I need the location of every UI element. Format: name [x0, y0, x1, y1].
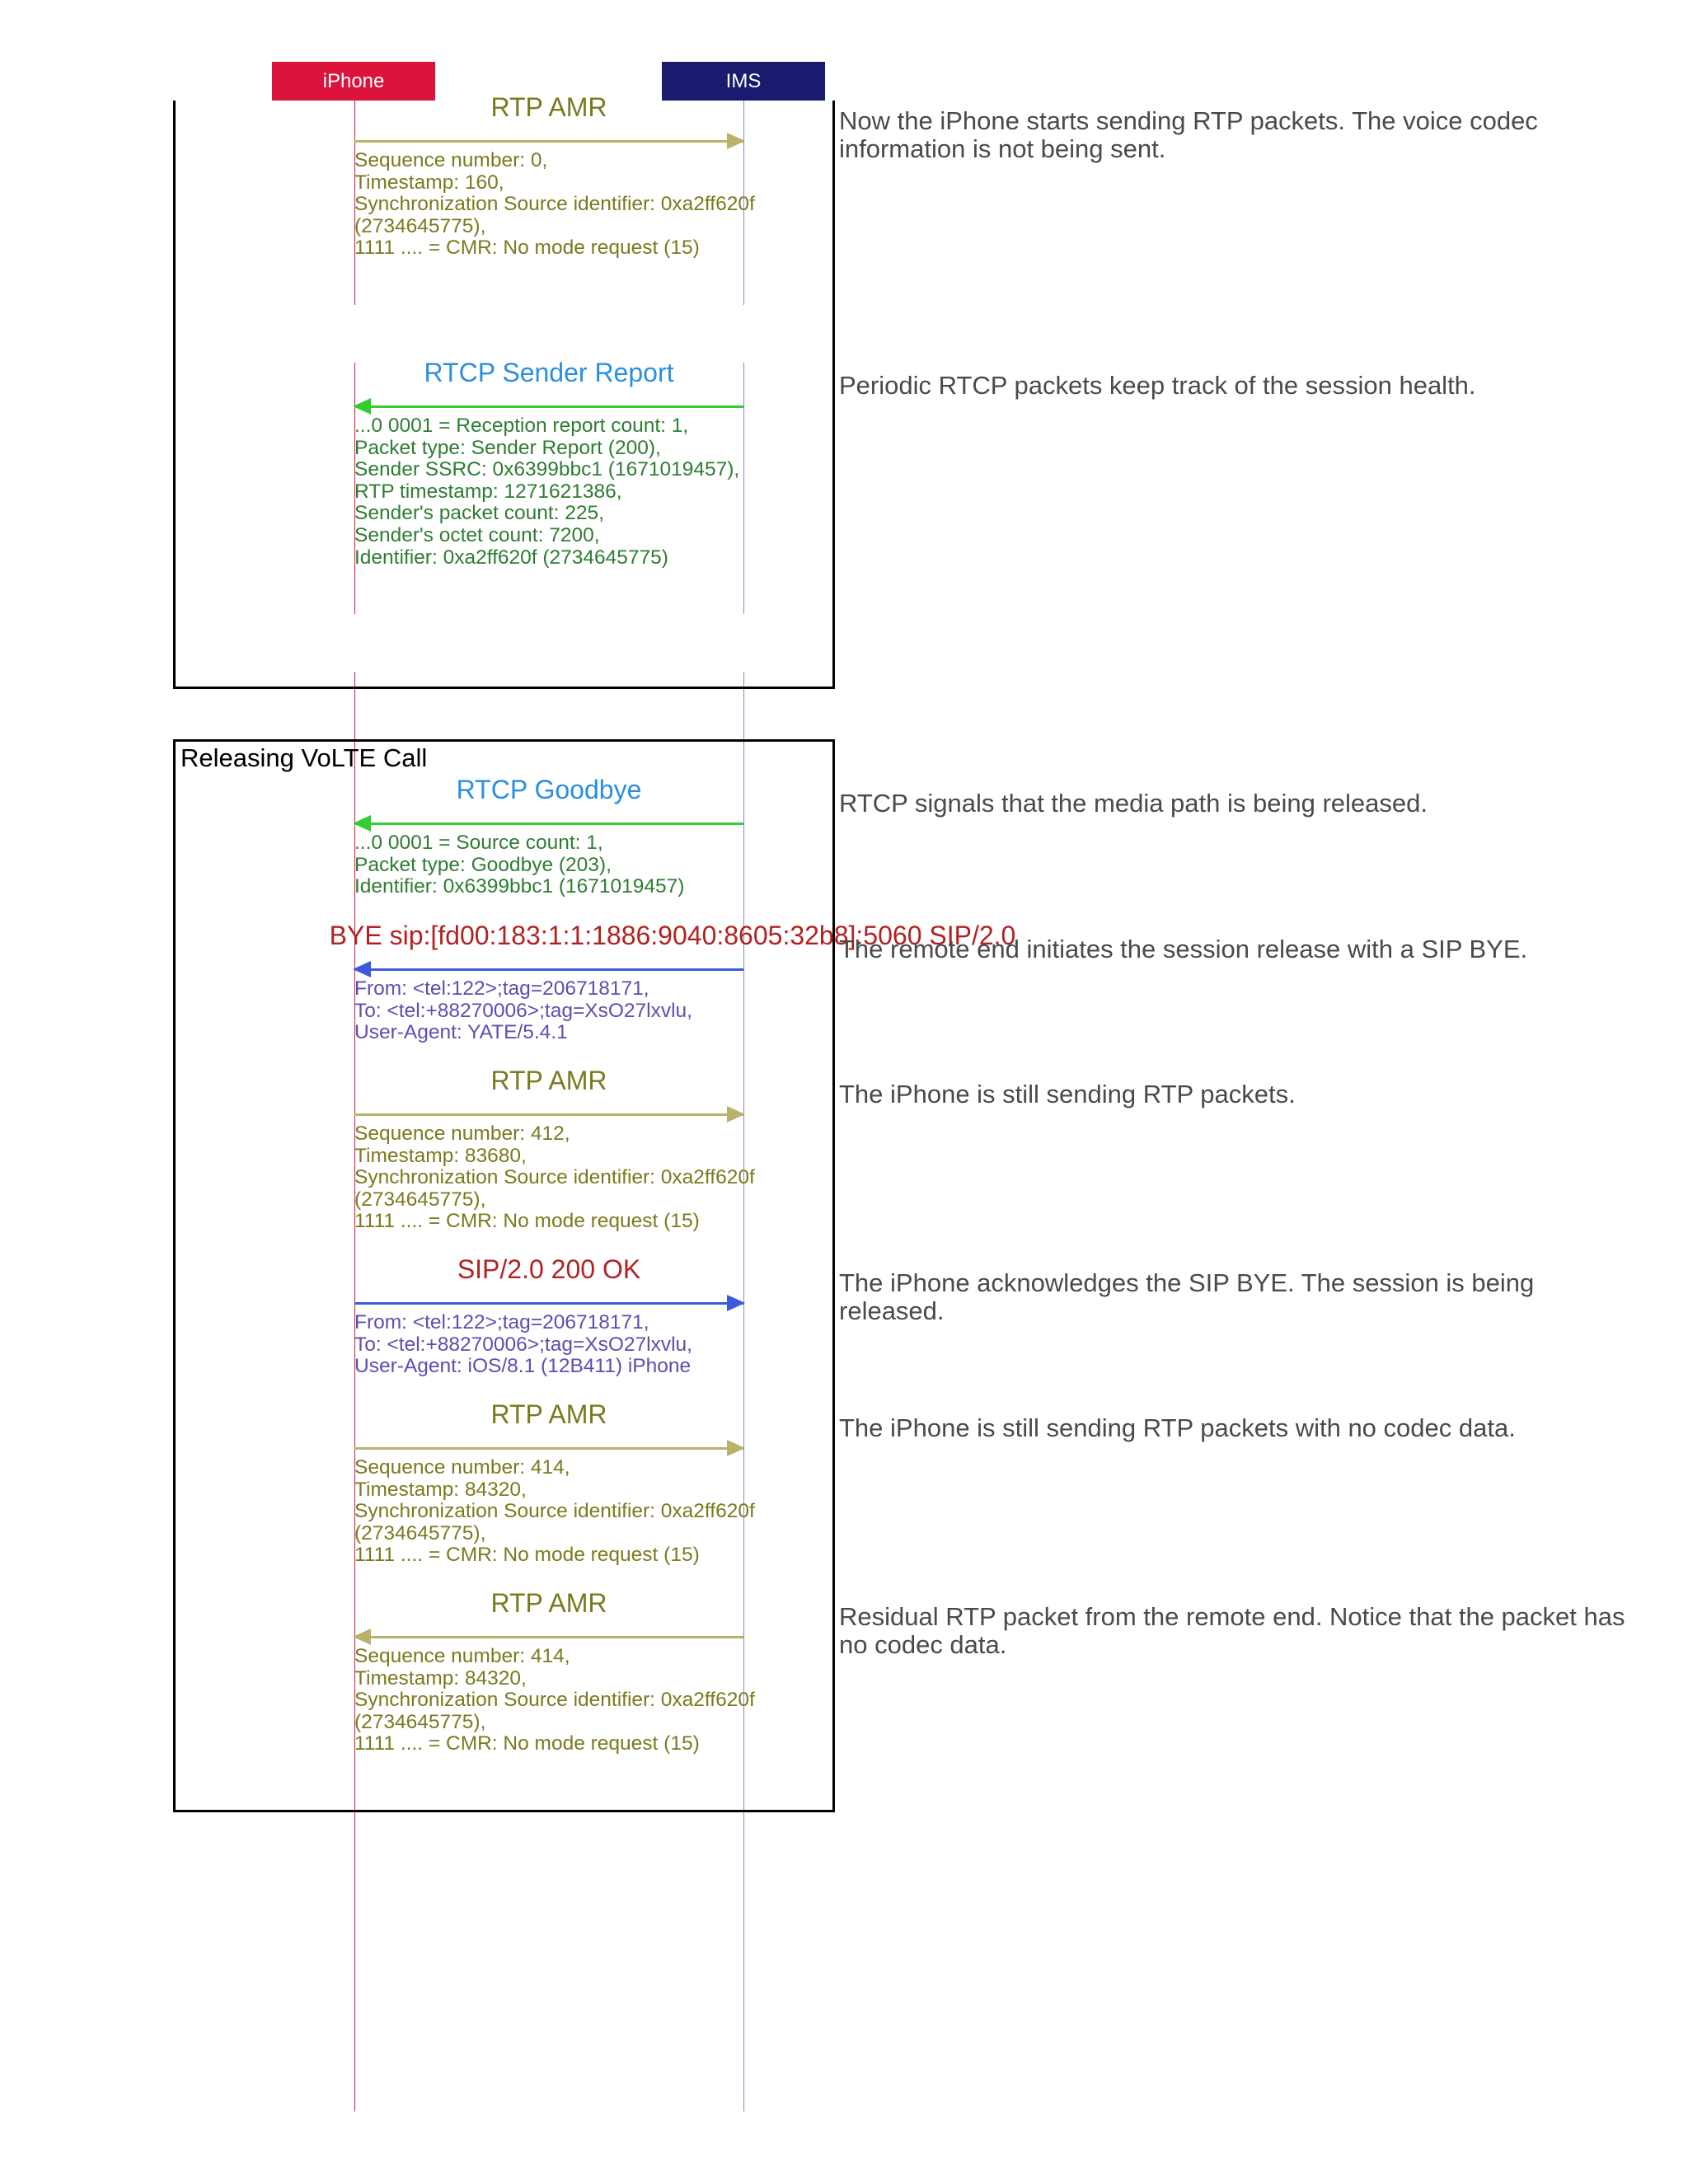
note: Periodic RTCP packets keep track of the session health.: [839, 371, 1476, 400]
message-arrow: [354, 823, 743, 825]
message-arrow: [354, 405, 743, 408]
message-label: RTP AMR: [490, 92, 607, 122]
message-arrow: [354, 1447, 743, 1450]
message-details: ...0 0001 = Reception report count: 1, Packet type: Sender Report (200), Sender SSRC: 0x6399bbc1 (1671019457), RTP timestamp: 1271621386, Sender's packet count: 225, Sender's octet count: 7200, Identifier: 0xa2ff620f (2734645775): [354, 415, 740, 569]
note: The iPhone acknowledges the SIP BYE. The session is being released.: [839, 1268, 1535, 1325]
message-label: RTP AMR: [490, 1399, 607, 1429]
message-label: RTCP Goodbye: [456, 775, 642, 804]
note: The iPhone is still sending RTP packets with no codec data.: [839, 1413, 1516, 1442]
message-label: RTCP Sender Report: [424, 358, 674, 387]
message-label: RTP AMR: [490, 1588, 607, 1618]
message-label: SIP/2.0 200 OK: [457, 1254, 641, 1284]
frame-title: Releasing VoLTE Call: [181, 743, 428, 772]
note: The iPhone is still sending RTP packets.: [839, 1080, 1296, 1108]
message-details: Sequence number: 414, Timestamp: 84320, Synchronization Source identifier: 0xa2ff620f (2734645775), 1111 .... = CMR: No mode request (15): [354, 1456, 755, 1567]
note: RTCP signals that the media path is being released.: [839, 789, 1428, 818]
message-details: Sequence number: 412, Timestamp: 83680, Synchronization Source identifier: 0xa2ff620f (2734645775), 1111 .... = CMR: No mode request (15): [354, 1122, 755, 1233]
note: Residual RTP packet from the remote end. Notice that the packet has no codec data.: [839, 1602, 1625, 1659]
message-details: From: <tel:122>;tag=206718171, To: <tel:+88270006>;tag=XsO27lxvlu, User-Agent: YATE/5.4.1: [354, 977, 692, 1044]
actor-iphone: iPhone: [272, 62, 435, 101]
message-label: RTP AMR: [490, 1066, 607, 1095]
actor-ims: IMS: [662, 62, 825, 101]
message-details: Sequence number: 0, Timestamp: 160, Synchronization Source identifier: 0xa2ff620f (2734645775), 1111 .... = CMR: No mode request (15): [354, 149, 755, 260]
message-arrow: [354, 1302, 743, 1305]
message-arrow: [354, 1636, 743, 1638]
message-details: Sequence number: 414, Timestamp: 84320, Synchronization Source identifier: 0xa2ff620f (2734645775), 1111 .... = CMR: No mode request (15): [354, 1645, 755, 1755]
message-arrow: [354, 968, 743, 971]
note: The remote end initiates the session release with a SIP BYE.: [839, 935, 1528, 963]
message-details: ...0 0001 = Source count: 1, Packet type: Goodbye (203), Identifier: 0x6399bbc1 (1671019457): [354, 832, 685, 898]
message-details: From: <tel:122>;tag=206718171, To: <tel:+88270006>;tag=XsO27lxvlu, User-Agent: iOS/8.1 (12B411) iPhone: [354, 1311, 692, 1378]
note: Now the iPhone starts sending RTP packets. The voice codec information is not being sent.: [839, 106, 1538, 163]
message-arrow: [354, 1113, 743, 1116]
message-label: BYE sip:[fd00:183:1:1:1886:9040:8605:32b8]:5060 SIP/2.0: [329, 921, 1016, 950]
message-arrow: [354, 140, 743, 143]
